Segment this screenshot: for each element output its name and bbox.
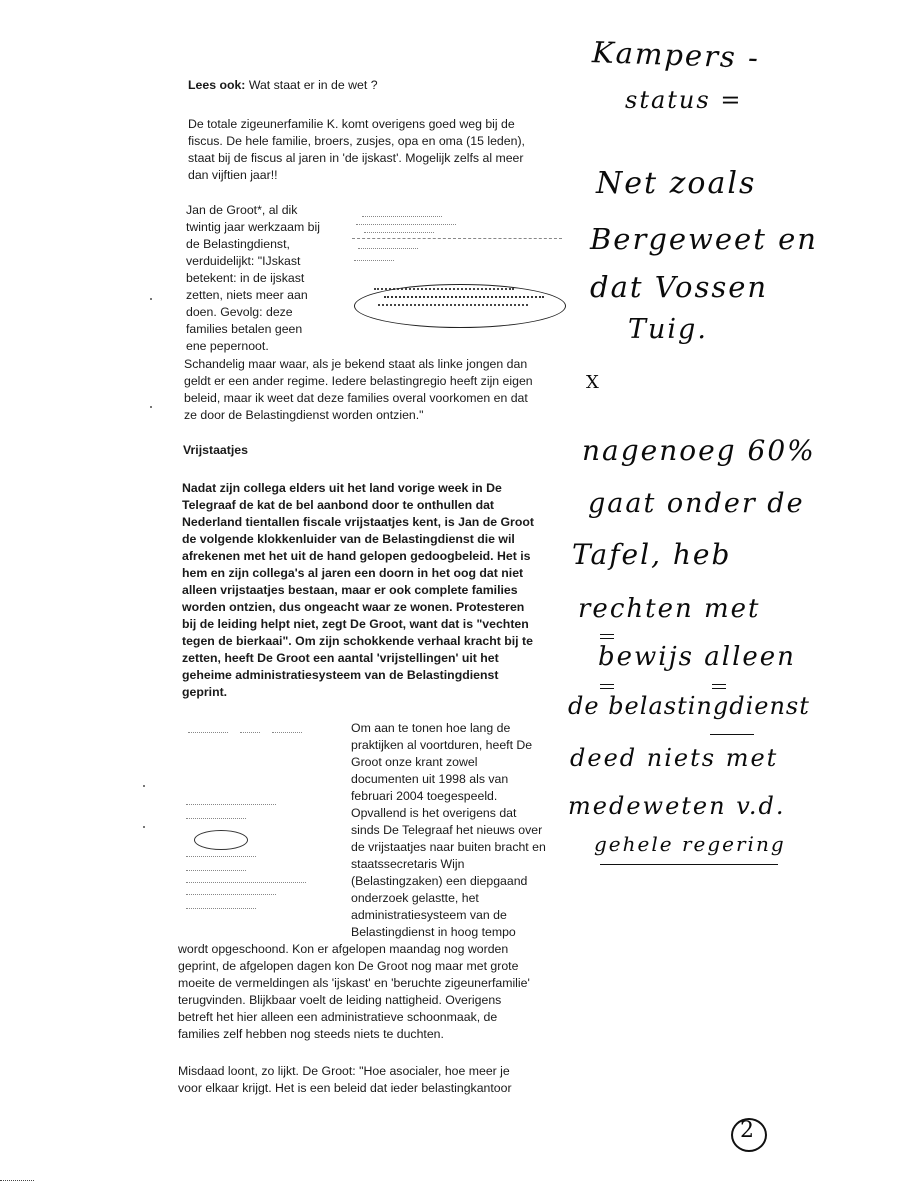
scan-mark bbox=[150, 298, 152, 300]
text-line: zetten, heeft De Groot een aantal 'vrijstellingen' uit het bbox=[182, 651, 499, 665]
text-line: voor elkaar krijgt. Het is een beleid dat ieder belastingkantoor bbox=[178, 1081, 512, 1095]
text-line: dan vijftien jaar!! bbox=[188, 168, 278, 182]
text-line: terugvinden. Blijkbaar voelt de leiding nattigheid. Overigens bbox=[178, 993, 502, 1007]
text-line: staat bij de fiscus al jaren in 'de ijskast'. Mogelijk zelfs al meer bbox=[188, 151, 524, 165]
handwritten-note: de belastingdienst bbox=[568, 692, 810, 720]
text-line: betekent: in de ijskast bbox=[186, 271, 305, 285]
text-line: families zelf hebben nog steeds niets te duchten. bbox=[178, 1027, 444, 1041]
intro-paragraph bbox=[188, 116, 525, 184]
text-line: alleen vrijstaatjes bestaan, maar er ook complete families bbox=[182, 583, 518, 597]
text-line: geprint. bbox=[182, 685, 228, 699]
faded-document-image bbox=[180, 722, 340, 927]
continue-paragraph bbox=[178, 941, 530, 1043]
text-line: praktijken al voortduren, heeft De bbox=[351, 738, 533, 752]
page-number: 2 bbox=[740, 1118, 756, 1143]
text-line: afrekenen met het uit de hand gelopen gedoogbeleid. Het is bbox=[182, 549, 531, 563]
text-line: De totale zigeunerfamilie K. komt overigens goed weg bij de bbox=[188, 117, 515, 131]
text-line: fiscus. De hele familie, broers, zusjes, opa en oma (15 leden), bbox=[188, 134, 525, 148]
section-subheading: Vrijstaatjes bbox=[183, 443, 248, 457]
text-line: verduidelijkt: "IJskast bbox=[186, 254, 301, 268]
text-line: de vrijstaatjes naar buiten bracht en bbox=[351, 840, 546, 854]
handwritten-note: Tuig. bbox=[628, 314, 708, 345]
circled-entry bbox=[354, 284, 566, 328]
text-line: hem en zijn collega's al jaren een doorn in het oog dat niet bbox=[182, 566, 524, 580]
handwriting-underline bbox=[600, 634, 614, 635]
text-line: beleid, maar ik weet dat deze families overal voorkomen en dat bbox=[184, 391, 528, 405]
text-line: (Belastingzaken) een diepgaand bbox=[351, 874, 528, 888]
faded-document-image bbox=[344, 208, 566, 333]
handwritten-note: bewijs alleen bbox=[598, 642, 796, 672]
text-line: geprint, de afgelopen dagen kon De Groot nog maar met grote bbox=[178, 959, 519, 973]
handwritten-note: X bbox=[586, 372, 601, 393]
handwriting-underline bbox=[600, 638, 614, 639]
text-line: Schandelig maar waar, als je bekend staat als linke jongen dan bbox=[184, 357, 528, 371]
text-line: Opvallend is het overigens dat bbox=[351, 806, 517, 820]
text-line: worden ontzien, dus ongeacht waar ze wonen. Protesteren bbox=[182, 600, 525, 614]
handwritten-note: nagenoeg 60% bbox=[582, 434, 816, 467]
text-line: twintig jaar werkzaam bij bbox=[186, 220, 320, 234]
bold-paragraph bbox=[182, 480, 534, 701]
text-line: Misdaad loont, zo lijkt. De Groot: "Hoe asocialer, hoe meer je bbox=[178, 1064, 510, 1078]
text-line: tegen de bierkaai". Om zijn schokkende verhaal kracht bij te bbox=[182, 634, 533, 648]
text-line: Nadat zijn collega elders uit het land vorige week in De bbox=[182, 481, 502, 495]
handwriting-underline bbox=[712, 684, 726, 685]
handwriting-underline bbox=[712, 688, 726, 689]
handwritten-note: deed niets met bbox=[570, 744, 779, 772]
handwriting-underline bbox=[600, 688, 614, 689]
text-line: Om aan te tonen hoe lang de bbox=[351, 721, 511, 735]
text-line: de Belastingdienst, bbox=[186, 237, 290, 251]
text-line: staatssecretaris Wijn bbox=[351, 857, 465, 871]
quote-wide-paragraph bbox=[184, 356, 533, 424]
text-line: administratiesysteem van de bbox=[351, 908, 507, 922]
handwritten-note: medeweten v.d. bbox=[568, 792, 786, 820]
handwriting-underline bbox=[600, 864, 778, 865]
handwriting-underline bbox=[710, 734, 754, 735]
text-line: onderzoek gelastte, het bbox=[351, 891, 479, 905]
handwritten-note: Kampers - bbox=[591, 35, 761, 75]
handwriting-underline bbox=[600, 684, 614, 685]
circled-entry bbox=[194, 830, 248, 850]
text-line: families betalen geen bbox=[186, 322, 303, 336]
text-line: doen. Gevolg: deze bbox=[186, 305, 293, 319]
handwritten-note: Tafel, heb bbox=[572, 538, 732, 571]
text-line: Belastingdienst in hoog tempo bbox=[351, 925, 516, 939]
handwritten-note: rechten met bbox=[578, 594, 761, 624]
handwritten-note: gaat onder de bbox=[588, 488, 805, 519]
scan-mark bbox=[143, 785, 145, 787]
handwritten-note: Net zoals bbox=[596, 166, 757, 201]
scan-mark bbox=[143, 826, 145, 828]
text-line: geheime administratiesysteem van de Belastingdienst bbox=[182, 668, 499, 682]
text-line: ze door de Belastingdienst worden ontzien." bbox=[184, 408, 424, 422]
lees-ook-line bbox=[188, 77, 378, 94]
handwritten-note: Bergeweet en bbox=[590, 222, 818, 256]
text-line: betreft het hier alleen een administratieve schoonmaak, de bbox=[178, 1010, 498, 1024]
text-line: bij de leiding helpt niet, zegt De Groot, want dat is "vechten bbox=[182, 617, 529, 631]
last-paragraph bbox=[178, 1063, 512, 1097]
side-paragraph bbox=[351, 720, 546, 941]
handwritten-note: gehele regering bbox=[594, 832, 786, 856]
text-line: ene pepernoot. bbox=[186, 339, 269, 353]
text-line: Nederland tientallen fiscale vrijstaatjes kent, is Jan de Groot bbox=[182, 515, 534, 529]
lees-ook-label: Lees ook: bbox=[188, 78, 246, 92]
text-line: februari 2004 toegespeeld. bbox=[351, 789, 498, 803]
text-line: Groot onze krant zowel bbox=[351, 755, 478, 769]
text-line: zetten, niets meer aan bbox=[186, 288, 308, 302]
text-line: documenten uit 1998 als van bbox=[351, 772, 509, 786]
text-line: Jan de Groot*, al dik bbox=[186, 203, 298, 217]
text-line: moeite de vermeldingen als 'ijskast' en 'beruchte zigeunerfamilie' bbox=[178, 976, 530, 990]
lees-ook-link-text: Wat staat er in de wet ? bbox=[245, 78, 378, 92]
text-line: Telegraaf de kat de bel aanbond door te onthullen dat bbox=[182, 498, 495, 512]
scan-mark bbox=[150, 406, 152, 408]
text-line: wordt opgeschoond. Kon er afgelopen maandag nog worden bbox=[178, 942, 509, 956]
scan-edge-dots bbox=[0, 1180, 34, 1181]
text-line: geldt er een ander regime. Iedere belastingregio heeft zijn eigen bbox=[184, 374, 533, 388]
handwritten-note: dat Vossen bbox=[590, 270, 769, 304]
text-line: de volgende klokkenluider van de Belastingdienst die wil bbox=[182, 532, 515, 546]
quote-narrow-column bbox=[186, 202, 320, 355]
handwritten-note: status = bbox=[625, 86, 743, 114]
text-line: sinds De Telegraaf het nieuws over bbox=[351, 823, 543, 837]
